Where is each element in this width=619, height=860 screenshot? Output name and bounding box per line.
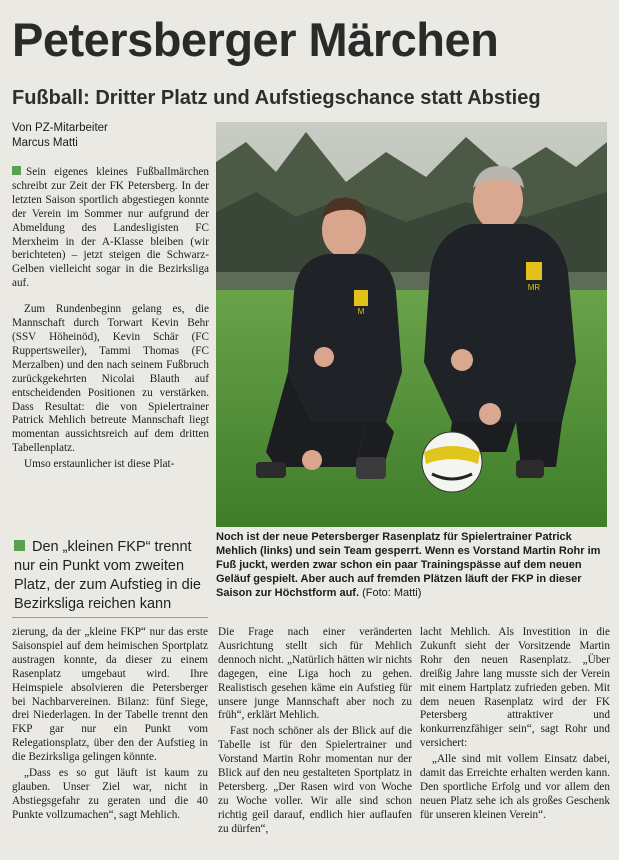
paragraph: lacht Mehlich. Als Investition in die Zukunft sieht der Vorsitzende Martin Rohr den neuen Rasenplatz. „Über dreißig Jahre lang musste sich der Verein mit einem Hartplatz zufrieden geben. Mit dem neuen Rasenplatz wird der FK Petersberg attraktiver und konkurrenzfähiger sein“, sagt Rohr und versichert: [420,626,610,750]
headline: Petersberger Märchen [12,13,499,66]
green-square-marker [14,540,25,551]
byline [12,121,108,151]
paragraph: Umso erstaunlicher ist diese Plat- [24,458,175,471]
subheadline: Fußball: Dritter Platz und Aufstiegschance statt Abstieg [12,87,541,109]
byline-author: Marcus Matti [12,137,78,149]
photo-caption [216,530,608,600]
bottom-column-3 [420,626,610,825]
bottom-column-1 [12,626,208,825]
paragraph: zierung, da der „kleine FKP“ nur das erste Saisonspiel auf dem heimischen Sportplatz austragen konnte, da dieser zu einem Rasenplatz umgebaut wird. Ihre Heimspiele absolvieren die Petersberger bei Nachbarvereinen. Bilanz: fünf Siege, drei Niederlagen. In der Tabelle trennt den FKP gar nur ein Punkt vom Relegationsplatz, über den der Aufstieg in die Bezirksliga gelingen könnte. [12,626,208,764]
badge-initials-right: MR [527,283,541,292]
caption-text: Noch ist der neue Petersberger Rasenplatz für Spielertrainer Patrick Mehlich (links) und sein Team gesperrt. Wenn es Vorstand Martin Rohr im Fuß juckt, werden zwar schon ein paar Trainingspässe auf dem neuen Geläuf gespielt. Aber auch auf fremden Plätzen läuft der FKP in dieser Saison zur Höchstform auf. [216,531,601,599]
pull-quote: Den „kleinen FKP“ trennt nur ein Punkt vom zweiten Platz, der zum Aufstieg in die Bezirksliga reichen kann [14,539,201,612]
paragraph: „Dass es so gut läuft ist kaum zu glauben. Unser Ziel war, nicht in Abstiegsgefahr zu geraten und die 40 Punkte vollzumachen“, sagt Mehlich. [12,767,208,821]
badge-initials-left: M [357,307,365,316]
team-photo [216,122,607,527]
lead-paragraph: Sein eigenes kleines Fußballmärchen schreibt zur Zeit der FK Petersberg. In der letzten Saison sportlich abgestiegen konnte der Verein im Sommer nur aufgrund der Abmeldung des Landesligisten FC Merxheim in der A-Klasse bleiben (wir berichteten) – jetzt steigen die Schwarz-Gelben vielleicht sogar in die Bezirksliga auf. [12,166,209,290]
byline-prefix: Von PZ-Mitarbeiter [12,122,108,134]
paragraph: Zum Rundenbeginn gelang es, die Mannschaft durch Torwart Kevin Behr (SSV Höheinöd), Kevin Schär (FC Ruppertsweiler), Tammi Thomas (FC Merzalben) und den nach seinem Fußbruch zurückgekehrten Nicolai Blauth auf entscheidenden Positionen zu verstärken. Dass Resultat: die von Spielertrainer Patrick Mehlich betreute Mannschaft liegt momentan aussichtsreich auf dem dritten Tabellenplatz. [12,303,209,455]
green-square-marker [12,166,21,175]
photo-credit: (Foto: Matti) [362,587,422,599]
bottom-column-2 [218,626,412,839]
section-divider [12,617,208,618]
paragraph: Die Frage nach einer veränderten Ausrichtung stellt sich für Mehlich dennoch nicht. „Natürlich hätten wir nichts dagegen, eine Liga hoch zu gehen. Realistisch gesehen käme ein Aufstieg für unsere junge Mannschaft aber noch zu früh“, erklärt Mehlich. [218,626,412,722]
left-column-text [12,166,209,474]
football [422,432,482,492]
paragraph: „Alle sind mit vollem Einsatz dabei, damit das Erreichte erhalten werden kann. Den sportliche Erfolg und vor allem den neuen Platz sehe ich als großes Geschenk für unseren kleinen Verein“. [420,753,610,821]
paragraph: Fast noch schöner als der Blick auf die Tabelle ist für den Spielertrainer und Vorstand Martin Rohr momentan nur der Blick auf den neu gestalteten Sportplatz in Petersberg. „Der Rasen wird von Woche zu Woche voller. Wir alle sind schon richtig geil darauf, endlich hier auflaufen zu dürfen“, [218,725,412,835]
